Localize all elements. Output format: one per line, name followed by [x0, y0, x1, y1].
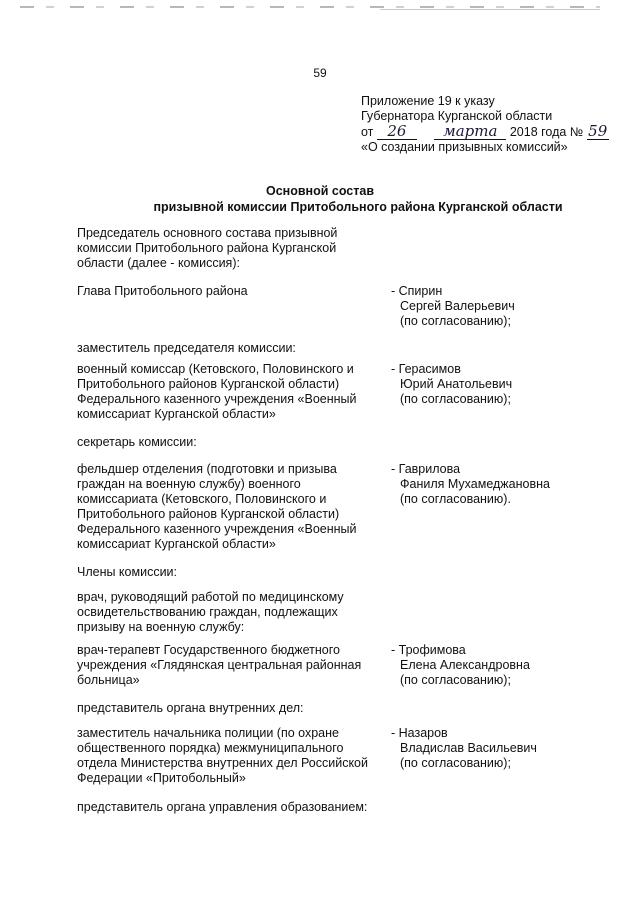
appendix-subject: «О создании призывных комиссий»: [361, 140, 568, 154]
handwritten-day: 26: [377, 124, 417, 140]
section-role: [77, 701, 391, 716]
appendix-date-line: [361, 124, 609, 140]
handwritten-number: 59: [588, 122, 608, 140]
title-line-2: призывной комиссии Притобольного района Курганской области: [153, 200, 563, 214]
member-name: [391, 726, 627, 771]
section-role: [77, 726, 391, 786]
section-role: [77, 284, 391, 299]
role-line: граждан на военную службу) военного: [77, 477, 301, 491]
role-line: больница»: [77, 673, 140, 687]
member-note: (по согласованию);: [400, 314, 511, 328]
section-role: [77, 226, 391, 271]
role-line: представитель органа внутренних дел:: [77, 701, 304, 715]
role-line: Федерации «Притобольный»: [77, 771, 246, 785]
scan-artifact-line: [380, 9, 600, 10]
year-text: 2018 года №: [509, 125, 584, 139]
role-line: Члены комиссии:: [77, 565, 178, 579]
member-note: (по согласованию);: [400, 756, 511, 770]
role-line: фельдшер отделения (подготовки и призыва: [77, 462, 337, 476]
role-line: освидетельствованию граждан, подлежащих: [77, 605, 338, 619]
role-line: Председатель основного состава призывной: [77, 226, 338, 240]
member-note: (по согласованию);: [400, 673, 511, 687]
role-line: комиссии Притобольного района Курганской: [77, 241, 337, 255]
role-line: области (далее - комиссия):: [77, 256, 240, 270]
member-surname: - Трофимова: [391, 643, 466, 657]
scan-artifact-line: [20, 6, 600, 8]
member-given-name: Владислав Васильевич: [400, 741, 537, 755]
member-name: [391, 643, 627, 688]
role-line: заместитель председателя комиссии:: [77, 341, 296, 355]
role-line: Федерального казенного учреждения «Военный: [77, 392, 357, 406]
member-note: (по согласованию).: [400, 492, 511, 506]
section-role: [77, 462, 391, 552]
member-given-name: Сергей Валерьевич: [400, 299, 515, 313]
date-prefix: от: [361, 125, 374, 139]
role-line: врач, руководящий работой по медицинскому: [77, 590, 344, 604]
section-role: [77, 435, 391, 450]
role-line: военный комиссар (Кетовского, Половинского и: [77, 362, 354, 376]
member-surname: - Спирин: [391, 284, 443, 298]
section-role: [77, 565, 391, 580]
title-line-1: Основной состав: [265, 184, 375, 198]
appendix-line: Приложение 19 к указу: [361, 94, 495, 108]
member-surname: - Гаврилова: [391, 462, 461, 476]
role-line: врач-терапевт Государственного бюджетного: [77, 643, 341, 657]
member-given-name: Елена Александровна: [400, 658, 530, 672]
member-surname: - Назаров: [391, 726, 448, 740]
member-name: [391, 284, 627, 329]
member-name: [391, 462, 627, 507]
handwritten-month: марта: [434, 124, 506, 140]
role-line: представитель органа управления образованием:: [77, 800, 368, 814]
section-role: [77, 341, 391, 356]
appendix-header: [361, 94, 609, 155]
role-line: комиссариата (Кетовского, Половинского и: [77, 492, 327, 506]
member-note: (по согласованию);: [400, 392, 511, 406]
member-name: [391, 362, 627, 407]
appendix-issuer: Губернатора Курганской области: [361, 109, 553, 123]
role-line: комиссариат Курганской области»: [77, 537, 276, 551]
role-line: отдела Министерства внутренних дел Российской: [77, 756, 368, 770]
section-role: [77, 362, 391, 422]
role-line: комиссариат Курганской области»: [77, 407, 276, 421]
role-line: Глава Притобольного района: [77, 284, 248, 298]
member-given-name: Юрий Анатольевич: [400, 377, 513, 391]
role-line: учреждения «Глядянская центральная районная: [77, 658, 362, 672]
section-role: [77, 800, 391, 815]
role-line: секретарь комиссии:: [77, 435, 197, 449]
member-given-name: Фаниля Мухамеджановна: [400, 477, 550, 491]
page-number: 59: [313, 66, 327, 80]
role-line: заместитель начальника полиции (по охране: [77, 726, 339, 740]
role-line: общественного порядка) межмуниципального: [77, 741, 344, 755]
document-title: [0, 183, 640, 215]
role-line: призыву на военную службу:: [77, 620, 245, 634]
role-line: Притобольного районов Курганской области): [77, 507, 340, 521]
member-surname: - Герасимов: [391, 362, 461, 376]
role-line: Федерального казенного учреждения «Военный: [77, 522, 357, 536]
role-line: Притобольного районов Курганской области): [77, 377, 340, 391]
section-role: [77, 590, 391, 635]
section-role: [77, 643, 391, 688]
